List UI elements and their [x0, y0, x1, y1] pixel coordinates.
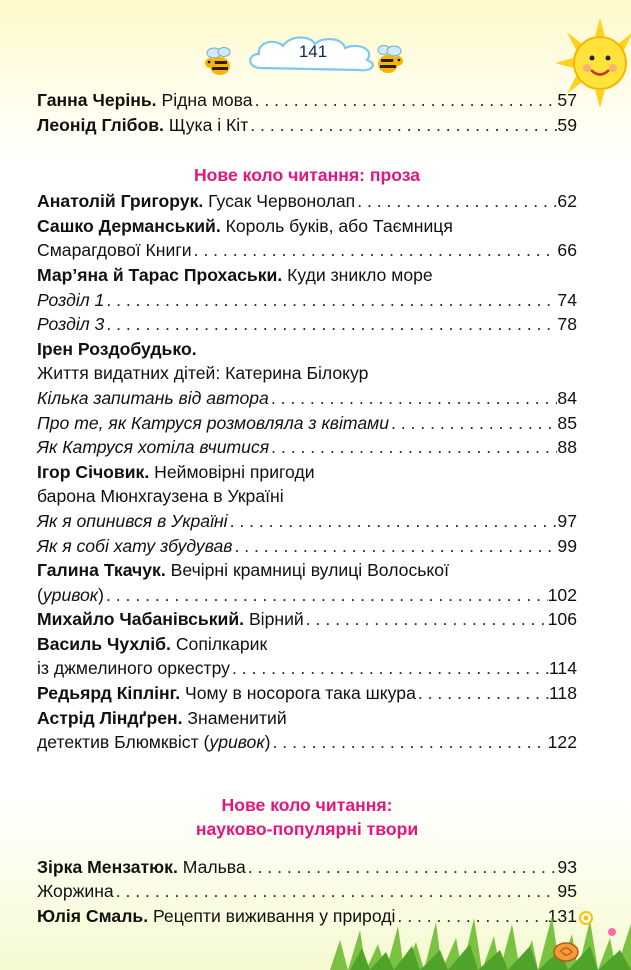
dot-leader	[104, 288, 557, 313]
entry-title: Знаменитий	[182, 707, 287, 728]
entry-title: Щука і Кіт	[163, 114, 249, 135]
dot-leader	[232, 534, 557, 559]
entry-page: 85	[557, 412, 577, 433]
dot-leader	[389, 411, 557, 436]
dot-leader	[104, 312, 557, 337]
toc-entry[interactable]	[37, 214, 577, 239]
dot-leader	[304, 607, 548, 632]
dot-leader	[230, 656, 549, 681]
toc-entry-continued[interactable]	[37, 730, 577, 755]
entry-title: Рецепти виживання у природі	[148, 906, 396, 927]
toc-entry[interactable]	[37, 558, 577, 583]
entry-page: 106	[547, 609, 577, 630]
toc-entry-continued	[37, 484, 577, 509]
subentry-title: Розділ 3	[37, 314, 105, 335]
toc-subentry[interactable]	[37, 386, 577, 411]
entry-title: Вірний	[244, 609, 304, 630]
entry-page: 59	[557, 114, 577, 135]
toc-entry-continued[interactable]	[37, 583, 577, 608]
dot-leader	[269, 386, 558, 411]
toc-entry[interactable]	[37, 681, 577, 706]
subentry-title: Як я собі хату збудував	[37, 535, 233, 556]
dot-leader	[228, 509, 558, 534]
section-title-line: Нове коло читання:	[221, 794, 393, 815]
entry-author: Анатолій Григорук.	[37, 191, 204, 212]
dot-leader	[104, 583, 548, 608]
entry-page: 102	[547, 584, 577, 605]
entry-page: 95	[557, 881, 577, 902]
subentry-title: уривок	[42, 584, 99, 605]
toc-entry[interactable]	[37, 113, 577, 138]
bee-icon	[370, 42, 406, 78]
toc-entry[interactable]	[37, 337, 577, 362]
entry-author: Галина Ткачук.	[37, 560, 166, 581]
section-title-prose: Нове коло читання: проза	[193, 165, 421, 186]
dot-leader	[246, 855, 558, 880]
dot-leader	[192, 238, 558, 263]
subentry-title: Як я опинився в Україні	[37, 510, 228, 531]
bee-icon	[202, 44, 238, 80]
toc-entry[interactable]	[37, 706, 577, 731]
entry-page: 74	[557, 289, 577, 310]
entry-author: Зірка Мензатюк.	[37, 856, 178, 877]
table-of-contents	[37, 88, 577, 929]
dot-leader	[355, 189, 557, 214]
entry-author: Михайло Чабанівський.	[37, 609, 245, 630]
toc-entry[interactable]	[37, 607, 577, 632]
toc-entry[interactable]	[37, 189, 577, 214]
entry-page: 62	[557, 191, 577, 212]
subentry-title: Про те, як Катруся розмовляла з квітами	[37, 412, 389, 433]
paren-open: (	[37, 584, 43, 605]
entry-page: 122	[547, 732, 577, 753]
page-header	[0, 0, 631, 90]
entry-page: 57	[557, 90, 577, 110]
entry-page: 93	[557, 856, 577, 877]
subentry-title: Розділ 1	[37, 289, 105, 310]
entry-author: Леонід Глібов.	[37, 114, 164, 135]
entry-title: Король буків, або Таємниця	[220, 215, 453, 236]
entry-page: 66	[557, 240, 577, 261]
entry-author: Мар’яна й Тарас Прохаськи.	[37, 264, 283, 285]
entry-title: Життя видатних дітей: Катерина Білокур	[37, 363, 369, 384]
toc-subentry[interactable]	[37, 288, 577, 313]
dot-leader	[248, 113, 557, 138]
section-title-science	[37, 793, 577, 841]
toc-subentry[interactable]	[37, 534, 577, 559]
entry-author: Юлія Смаль.	[37, 906, 149, 927]
toc-entry[interactable]	[37, 88, 577, 113]
entry-page: 88	[557, 437, 577, 458]
entry-title: із джмелиного оркестру	[37, 658, 230, 679]
entry-title: Гусак Червонолап	[203, 191, 356, 212]
entry-author: Василь Чухліб.	[37, 633, 171, 654]
entry-author: Ігор Січовик.	[37, 461, 150, 482]
entry-page: 114	[548, 658, 577, 679]
entry-title: Неймовірні пригоди	[149, 461, 315, 482]
toc-entry-continued[interactable]	[37, 238, 577, 263]
entry-page: 97	[557, 510, 577, 531]
entry-page: 99	[557, 535, 577, 556]
toc-entry[interactable]	[37, 855, 577, 880]
entry-title: Жоржина	[37, 881, 114, 902]
page-number: 141	[298, 42, 328, 61]
entry-author: Ірен Роздобудько.	[37, 338, 197, 359]
grass-decoration	[0, 900, 631, 970]
entry-author: Редьярд Кіплінг.	[37, 683, 181, 704]
entry-author: Ганна Черінь.	[37, 90, 157, 110]
entry-page: 118	[548, 683, 577, 704]
entry-title: Куди зникло море	[282, 264, 433, 285]
dot-leader	[269, 435, 557, 460]
toc-entry-continued	[37, 361, 577, 386]
entry-page: 84	[557, 387, 577, 408]
toc-subentry[interactable]	[37, 509, 577, 534]
entry-title: Вечірні крамниці вулиці Волоської	[165, 560, 449, 581]
subentry-title: уривок	[209, 732, 265, 753]
subentry-title: Кілька запитань від автора	[37, 387, 269, 408]
toc-entry-continued[interactable]	[37, 656, 577, 681]
toc-subentry[interactable]	[37, 411, 577, 436]
entry-page: 78	[557, 314, 577, 335]
dot-leader	[416, 681, 549, 706]
toc-subentry[interactable]	[37, 435, 577, 460]
toc-subentry[interactable]	[37, 312, 577, 337]
paren-close: )	[264, 732, 271, 753]
entry-title: Смарагдової Книги	[37, 240, 192, 261]
subentry-title: Як Катруся хотіла вчитися	[37, 437, 270, 458]
paren-close: )	[98, 584, 104, 605]
dot-leader	[253, 88, 558, 113]
toc-entry[interactable]	[37, 263, 577, 288]
toc-entry[interactable]	[37, 632, 577, 657]
entry-title: Сопілкарик	[170, 633, 268, 654]
section-title-line: науково-популярні твори	[195, 818, 419, 839]
entry-title: барона Мюнхгаузена в Україні	[37, 486, 284, 507]
toc-entry[interactable]	[37, 460, 577, 485]
entry-title: Мальва	[177, 856, 246, 877]
entry-author: Сашко Дерманський.	[37, 215, 221, 236]
entry-page: 131	[547, 906, 577, 927]
entry-title: Чому в носорога така шкура	[180, 683, 416, 704]
dot-leader	[271, 730, 548, 755]
entry-title: Рідна мова	[156, 90, 253, 110]
entry-title: детектив Блюмквіст (	[37, 732, 210, 753]
entry-author: Астрід Ліндґрен.	[37, 707, 183, 728]
